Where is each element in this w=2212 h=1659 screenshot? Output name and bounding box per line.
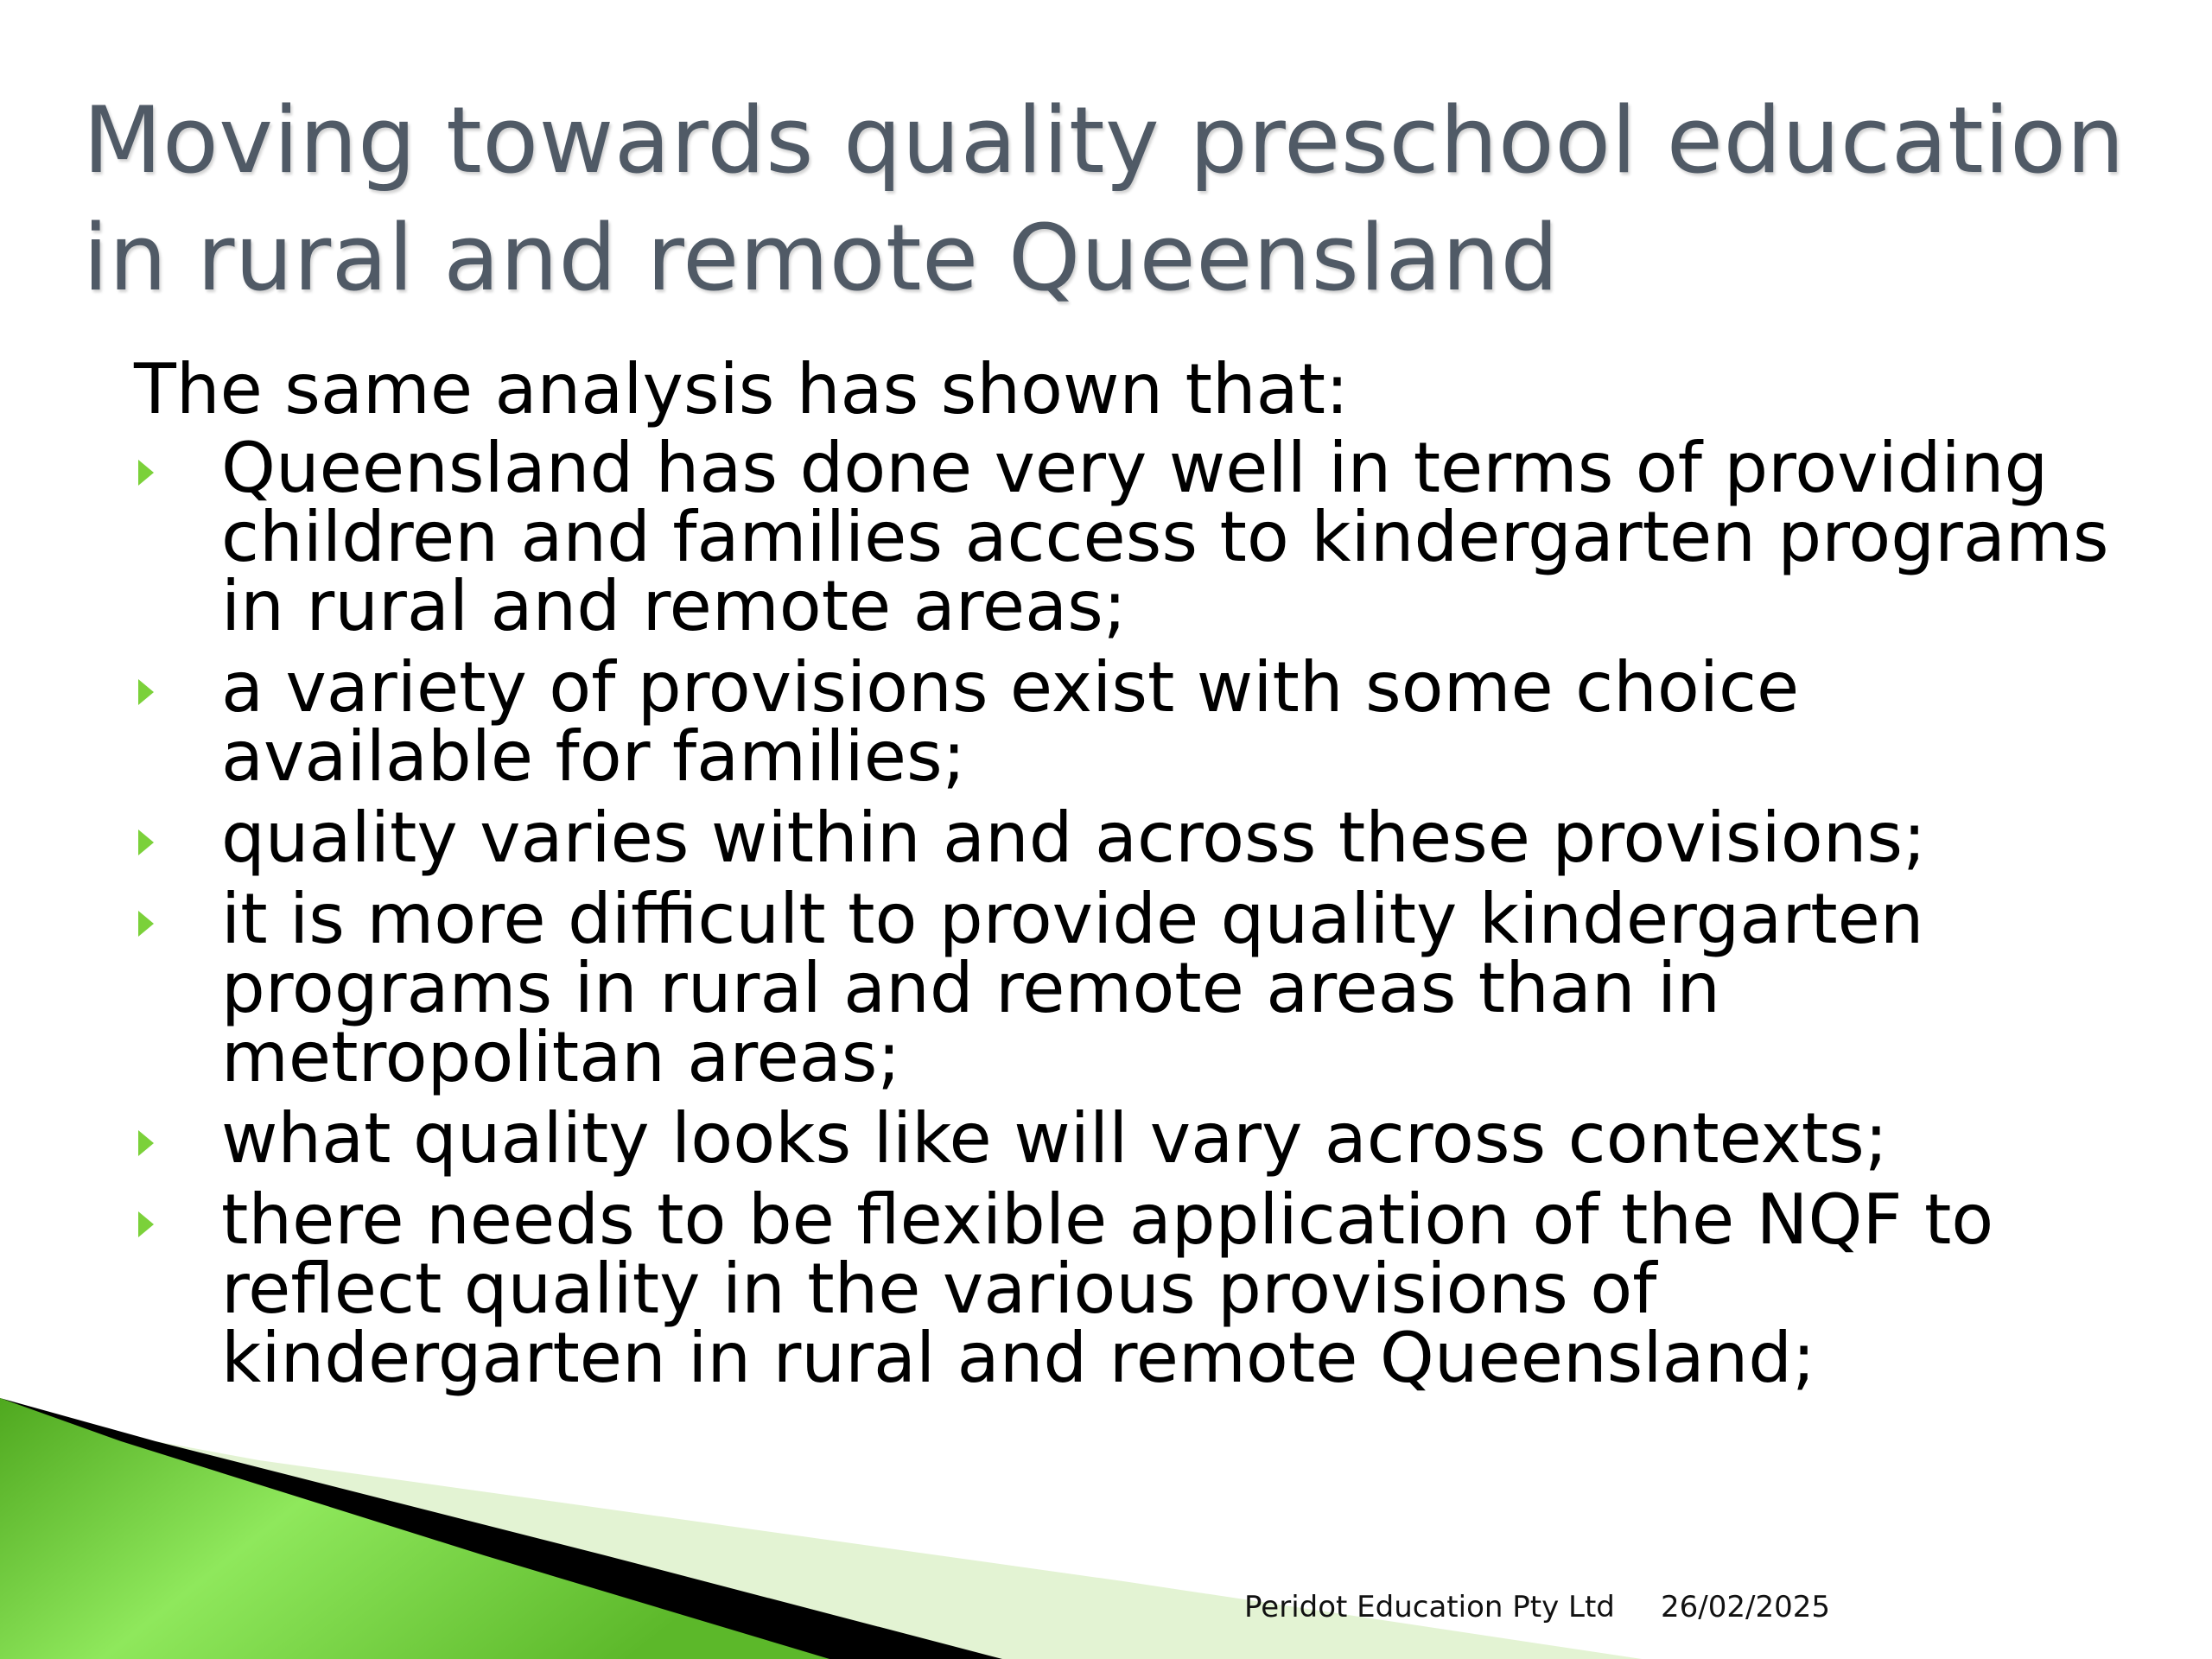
triangle-bullet-icon	[138, 911, 154, 937]
slide-title: Moving towards quality preschool education in rural and remote Queensland	[83, 87, 2126, 311]
bullet-text: a variety of provisions exist with some choice available for families;	[221, 647, 1800, 797]
intro-text: The same analysis has shown that:	[134, 349, 1349, 429]
bullet-item	[134, 798, 2121, 878]
slide-body	[134, 349, 2121, 1405]
triangle-bullet-icon	[138, 1211, 154, 1237]
bullet-item	[134, 879, 2121, 1097]
decorative-corner-swoosh	[0, 1382, 2212, 1659]
bullet-text: there needs to be flexible application of the NQF to reflect quality in the various provisions of kindergarten in rural and remote Queensland;	[221, 1179, 1994, 1398]
triangle-bullet-icon	[138, 830, 154, 855]
bullet-item	[134, 428, 2121, 646]
bullet-text: it is more difficult to provide quality kindergarten programs in rural and remote areas than in metropolitan areas;	[221, 879, 1924, 1097]
bullet-text: quality varies within and across these provisions;	[221, 798, 1927, 878]
bullet-item	[134, 1179, 2121, 1398]
bullet-item	[134, 647, 2121, 797]
triangle-bullet-icon	[138, 460, 154, 486]
bullet-list	[134, 428, 2121, 1398]
bullet-item	[134, 1098, 2121, 1179]
footer-date: 26/02/2025	[1661, 1590, 1830, 1624]
bullet-text: Queensland has done very well in terms of providing children and families access to kindergarten programs in rural and remote areas;	[221, 428, 2109, 646]
triangle-bullet-icon	[138, 1130, 154, 1156]
footer-company: Peridot Education Pty Ltd	[1244, 1590, 1615, 1624]
bullet-text: what quality looks like will vary across contexts;	[221, 1098, 1888, 1179]
triangle-bullet-icon	[138, 679, 154, 705]
